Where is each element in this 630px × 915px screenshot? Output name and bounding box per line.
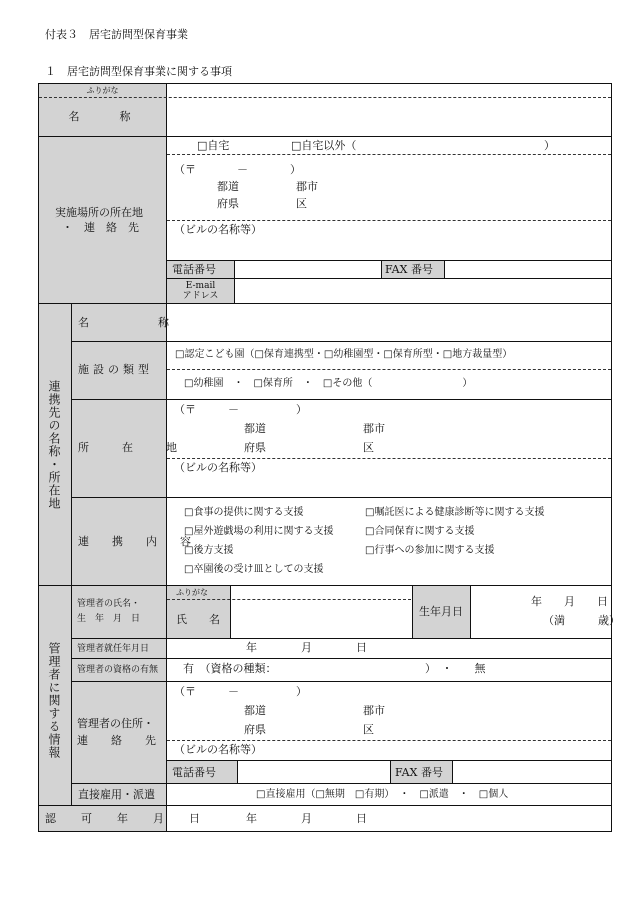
age-value: （満 歳） <box>543 614 620 627</box>
employment-label: 直接雇用・派遣 <box>78 788 155 801</box>
gunshi-label-2: 郡市 <box>363 422 385 435</box>
furigana-label: ふりがな <box>86 86 119 95</box>
cooperation-label: 連 携 内 容 <box>78 535 197 548</box>
birth-date-label: 生年月日 <box>419 605 463 618</box>
mgr-phone-label: 電話番号 <box>172 766 216 779</box>
email-label: E-mail <box>185 281 216 291</box>
postal-close-2: ） <box>296 403 307 416</box>
qualification-field[interactable]: 有 （資格の種類： ） ・ 無 <box>183 662 486 675</box>
facility-type-label: 施設の類型 <box>78 363 153 376</box>
other-than-home-checkbox[interactable]: □自宅以外（ <box>291 139 357 152</box>
location-label: 実施場所の所在地 <box>55 206 143 219</box>
home-checkbox[interactable]: □自宅 <box>197 139 230 152</box>
appendix-title: 付表３ 居宅訪問型保育事業 <box>45 28 188 41</box>
manager-side-label: 管理者に関する情報 <box>47 642 61 759</box>
partner-name-field[interactable] <box>167 304 611 341</box>
coop-health-check[interactable]: □嘱託医による健康診断等に関する支援 <box>365 507 545 518</box>
postal-close: ） <box>290 163 301 176</box>
gunshi-label: 郡市 <box>296 180 318 193</box>
building-name-label-3: （ビルの名称等） <box>174 743 262 756</box>
approval-date-field[interactable]: 年 月 日 <box>246 812 367 825</box>
postal-dash: － <box>237 163 248 176</box>
manager-birth-label: 生 年 月 日 <box>77 614 141 624</box>
manager-name-label: 管理者の氏名・ <box>77 599 141 609</box>
fuken-label-2: 府県 <box>244 441 266 454</box>
manager-contact-label: 連 絡 先 <box>77 734 162 747</box>
mgr-furigana-label: ふりがな <box>176 588 208 597</box>
postal-mark-3: （〒 <box>174 685 196 698</box>
birth-date-value[interactable]: 年 月 日 <box>531 595 608 608</box>
coop-events[interactable]: □行事への参加に関する支援 <box>365 545 495 556</box>
ku-label-2: 区 <box>363 441 374 454</box>
coop-after-graduation[interactable]: □卒園後の受け皿としての支援 <box>184 564 324 575</box>
employment-options[interactable]: □直接雇用（□無期 □有期） ・ □派遣 ・ □個人 <box>256 789 509 800</box>
ku-label: 区 <box>296 197 307 210</box>
postal-mark-2: （〒 <box>174 403 196 416</box>
fuken-label: 府県 <box>217 197 239 210</box>
name-label: 名 称 <box>68 110 137 123</box>
postal-close-3: ） <box>296 685 307 698</box>
facility-type-options-1[interactable]: □認定こども園（□保育連携型・□幼稚園型・□保育所型・□地方裁量型） <box>175 349 513 360</box>
todo-label-3: 都道 <box>244 704 266 717</box>
coop-joint-care[interactable]: □合同保育に関する支援 <box>365 526 475 537</box>
qualification-label: 管理者の資格の有無 <box>77 665 159 675</box>
coop-meal[interactable]: □食事の提供に関する支援 <box>184 507 304 518</box>
manager-address-label: 管理者の住所・ <box>77 717 154 730</box>
fuken-label-3: 府県 <box>244 723 266 736</box>
coop-backup[interactable]: □後方支援 <box>184 545 234 556</box>
postal-dash-3: － <box>228 685 239 698</box>
tenure-label: 管理者就任年月日 <box>77 644 150 654</box>
location-label-cell <box>39 137 166 303</box>
facility-type-options-2[interactable]: □幼稚園 ・ □保育所 ・ □その他（ ） <box>184 378 473 389</box>
mgr-fax-field[interactable] <box>453 761 611 783</box>
fax-field[interactable] <box>445 261 611 278</box>
postal-mark: （〒 <box>174 163 196 176</box>
facility-name-field[interactable] <box>167 98 611 136</box>
mgr-fax-label: FAX 番号 <box>395 766 443 779</box>
gunshi-label-3: 郡市 <box>363 704 385 717</box>
phone-label: 電話番号 <box>172 263 216 276</box>
building-name-label: （ビルの名称等） <box>174 223 262 236</box>
coop-playground[interactable]: □屋外遊戯場の利用に関する支援 <box>184 526 334 537</box>
mgr-shimei-label: 氏 名 <box>176 613 220 626</box>
partner-address-label: 所 在 地 <box>78 441 188 454</box>
building-name-label-2: （ビルの名称等） <box>174 461 262 474</box>
todo-label: 都道 <box>217 180 239 193</box>
ku-label-3: 区 <box>363 723 374 736</box>
email-field[interactable] <box>235 279 611 303</box>
section-title: １ 居宅訪問型保育事業に関する事項 <box>45 65 232 78</box>
partner-side-label: 連携先の名称・所在地 <box>47 380 61 510</box>
location-label-2: ・ 連 絡 先 <box>62 221 139 234</box>
phone-field[interactable] <box>235 261 380 278</box>
email-label-2: アドレス <box>182 291 219 301</box>
approval-date-label: 認 可 年 月 日 <box>45 812 207 825</box>
mgr-phone-field[interactable] <box>238 761 389 783</box>
partner-name-label: 名 称 <box>78 316 178 329</box>
postal-dash-2: － <box>228 403 239 416</box>
paren-close: ） <box>544 139 555 152</box>
tenure-date-field[interactable]: 年 月 日 <box>246 641 367 654</box>
fax-label: FAX 番号 <box>385 263 433 276</box>
manager-name-field[interactable] <box>231 586 411 639</box>
todo-label-2: 都道 <box>244 422 266 435</box>
